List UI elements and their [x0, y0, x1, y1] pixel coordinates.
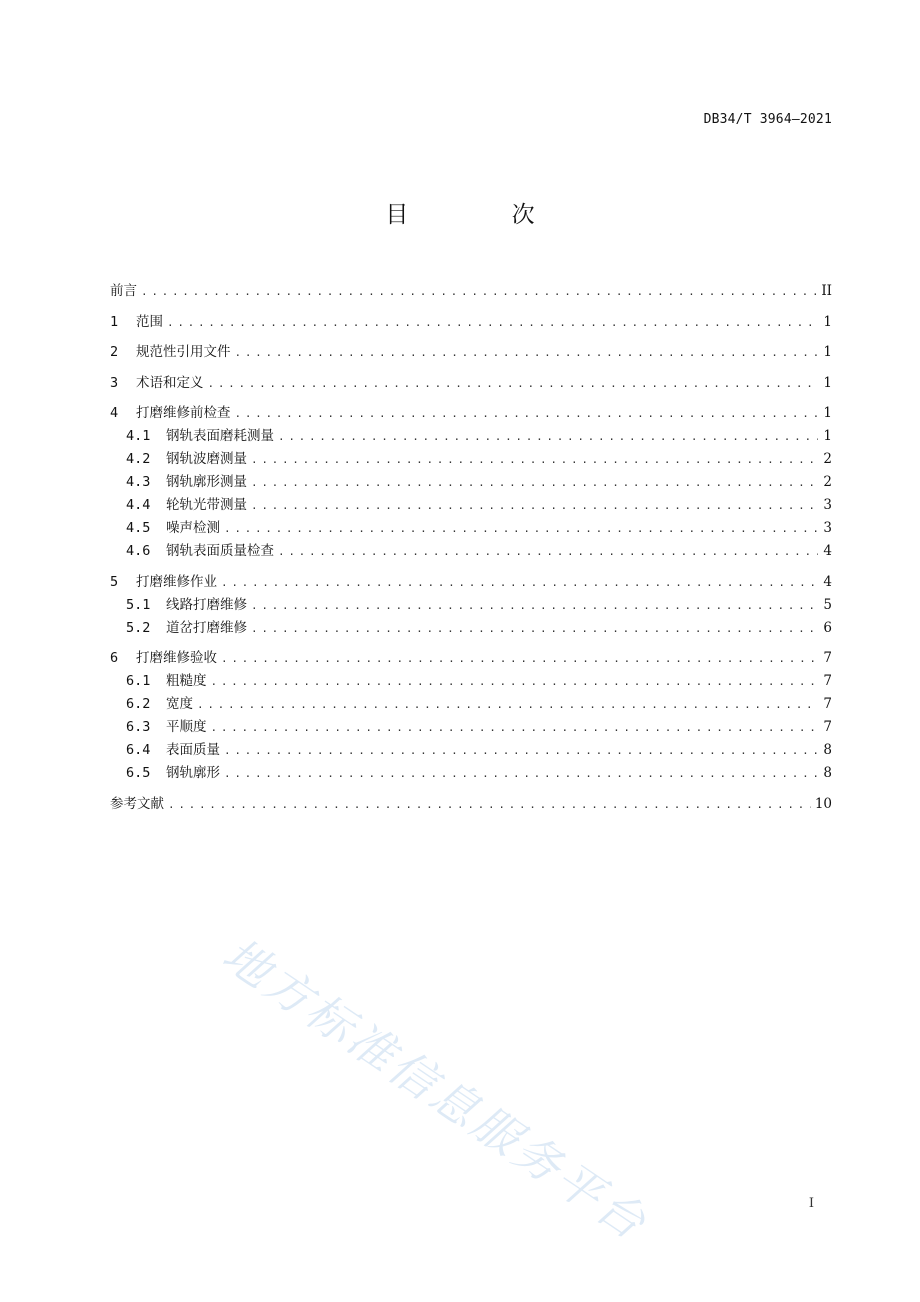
toc-entry-number: 4.1	[126, 428, 151, 444]
toc-entry-page: 2	[823, 451, 832, 467]
toc-entry-page: 8	[823, 742, 832, 758]
watermark: 地方标准信息服务平台	[213, 927, 658, 1252]
toc-entry-number: 4.4	[126, 497, 151, 513]
toc-entry-page: 1	[823, 344, 832, 360]
toc-entry-label: 钢轨廓形	[166, 765, 220, 781]
toc-entry-label: 前言	[110, 283, 137, 299]
toc-entry-label: 打磨维修验收	[136, 650, 217, 666]
toc-dot-leader	[278, 425, 818, 448]
toc-entry[interactable]	[110, 311, 832, 334]
toc-entry-number: 4.2	[126, 451, 151, 467]
toc-dot-leader	[251, 448, 818, 471]
toc-dot-leader	[251, 594, 818, 617]
toc-entry[interactable]	[110, 372, 832, 395]
toc-dot-leader	[197, 693, 818, 716]
toc-entry-label: 规范性引用文件	[136, 344, 231, 360]
toc-entry-number: 6	[110, 650, 119, 666]
toc-entry-label: 表面质量	[166, 742, 220, 758]
toc-entry-page: 2	[823, 474, 832, 490]
toc-dot-leader	[251, 494, 818, 517]
toc-entry[interactable]	[110, 594, 832, 617]
standard-code: DB34/T 3964—2021	[703, 112, 832, 127]
toc-entry-page: 5	[823, 596, 832, 613]
toc-entry-label: 粗糙度	[166, 673, 207, 689]
toc-entry-page: 1	[823, 405, 832, 421]
toc-dot-leader	[278, 540, 818, 563]
toc-entry-label: 噪声检测	[166, 520, 220, 536]
toc-entry-label: 宽度	[166, 696, 193, 712]
toc-entry-page: 3	[823, 520, 832, 536]
toc-entry-label: 打磨维修作业	[136, 573, 217, 590]
toc-entry-number: 1	[110, 313, 119, 330]
toc-entry-page: 3	[823, 497, 832, 513]
toc-entry-label: 钢轨表面质量检查	[166, 543, 274, 559]
toc-entry[interactable]	[110, 471, 832, 494]
toc-entry[interactable]	[110, 494, 832, 517]
toc-entry-number: 5	[110, 573, 119, 590]
toc-entry-page: 6	[823, 619, 832, 636]
toc-entry[interactable]	[110, 693, 832, 716]
toc-entry-number: 6.4	[126, 742, 151, 758]
toc-entry-label: 范围	[136, 313, 163, 330]
footer-page-number: I	[808, 1196, 814, 1211]
toc-entry[interactable]	[110, 739, 832, 762]
toc-entry-label: 钢轨表面磨耗测量	[166, 428, 274, 444]
toc-list	[110, 280, 832, 816]
toc-dot-leader	[235, 341, 819, 364]
toc-entry-number: 4.5	[126, 520, 151, 536]
toc-dot-leader	[211, 670, 819, 693]
toc-dot-leader	[251, 471, 818, 494]
toc-entry-label: 平顺度	[166, 719, 207, 735]
toc-dot-leader	[141, 280, 817, 303]
toc-entry-number: 4	[110, 405, 119, 421]
toc-entry-label: 钢轨廓形测量	[166, 474, 247, 490]
toc-entry-page: 1	[823, 374, 832, 391]
toc-entry-page: 8	[823, 765, 832, 781]
toc-entry-number: 5.2	[126, 619, 151, 636]
toc-entry-page: 7	[823, 696, 832, 712]
toc-entry[interactable]	[110, 716, 832, 739]
toc-entry-number: 5.1	[126, 596, 151, 613]
toc-entry-label: 参考文献	[110, 795, 164, 812]
toc-dot-leader	[224, 739, 818, 762]
toc-entry[interactable]	[110, 571, 832, 594]
toc-entry-page: 7	[823, 650, 832, 666]
toc-entry[interactable]	[110, 402, 832, 425]
toc-entry-number: 6.2	[126, 696, 151, 712]
toc-dot-leader	[168, 793, 811, 816]
toc-entry-label: 术语和定义	[136, 374, 204, 391]
toc-entry-page: 7	[823, 719, 832, 735]
toc-entry-page: II	[821, 283, 832, 299]
toc-entry[interactable]	[110, 425, 832, 448]
toc-dot-leader	[235, 402, 819, 425]
toc-entry[interactable]	[110, 617, 832, 640]
toc-entry[interactable]	[110, 280, 832, 303]
toc-entry-number: 4.6	[126, 543, 151, 559]
toc-dot-leader	[211, 716, 819, 739]
toc-entry[interactable]	[110, 670, 832, 693]
toc-entry-label: 钢轨波磨测量	[166, 451, 247, 467]
toc-dot-leader	[221, 571, 818, 594]
toc-dot-leader	[208, 372, 819, 395]
toc-entry-number: 3	[110, 374, 119, 391]
toc-entry-page: 4	[823, 543, 832, 559]
toc-entry-label: 线路打磨维修	[166, 596, 247, 613]
toc-entry-label: 轮轨光带测量	[166, 497, 247, 513]
toc-entry-page: 7	[823, 673, 832, 689]
toc-entry-page: 1	[823, 313, 832, 330]
toc-dot-leader	[221, 647, 818, 670]
toc-dot-leader	[251, 617, 818, 640]
toc-entry-number: 6.5	[126, 765, 151, 781]
toc-entry-number: 6.1	[126, 673, 151, 689]
toc-entry-number: 6.3	[126, 719, 151, 735]
toc-dot-leader	[224, 762, 818, 785]
toc-dot-leader	[224, 517, 818, 540]
toc-entry[interactable]	[110, 517, 832, 540]
toc-entry-number: 2	[110, 344, 119, 360]
toc-entry[interactable]	[110, 448, 832, 471]
toc-entry-label: 道岔打磨维修	[166, 619, 247, 636]
toc-entry-page: 10	[814, 795, 832, 812]
toc-entry-page: 4	[823, 573, 832, 590]
toc-entry[interactable]	[110, 793, 832, 816]
page-title: 目 次	[385, 202, 583, 228]
toc-dot-leader	[167, 311, 818, 334]
toc-entry[interactable]	[110, 762, 832, 785]
toc-entry[interactable]	[110, 647, 832, 670]
toc-entry[interactable]	[110, 540, 832, 563]
toc-entry-number: 4.3	[126, 474, 151, 490]
toc-entry-label: 打磨维修前检查	[136, 405, 231, 421]
toc-entry-page: 1	[823, 428, 832, 444]
toc-entry[interactable]	[110, 341, 832, 364]
